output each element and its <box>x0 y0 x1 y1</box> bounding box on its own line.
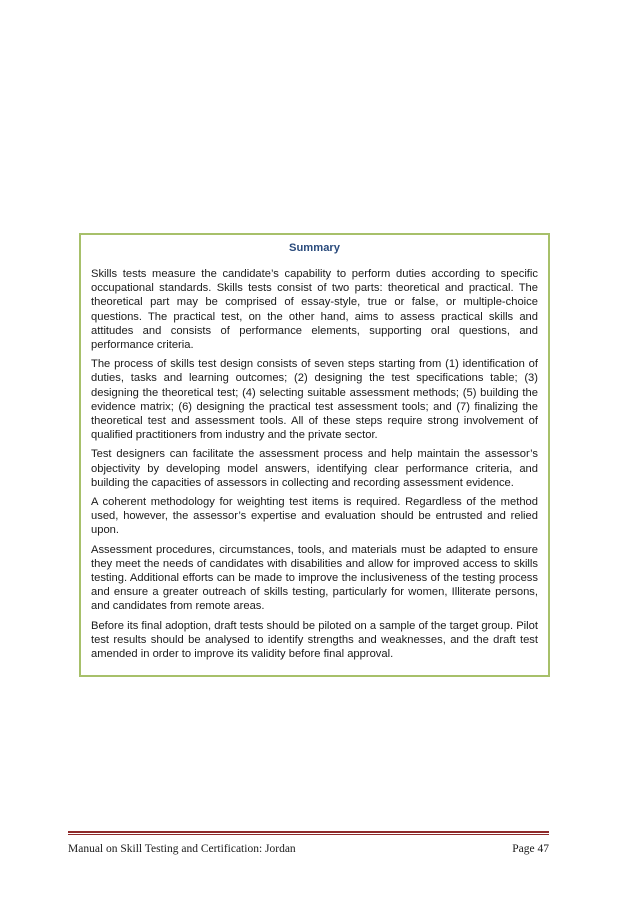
summary-paragraph: Test designers can facilitate the assessment process and help maintain the assessor’s objectivity by developing model answers, identifying clear performance criteria, and building the capacities of assessors in collecting and recording assessment evidence. <box>91 448 538 489</box>
summary-paragraph: Skills tests measure the candidate’s capability to perform duties according to specific occupational standards. Skills tests consist of two parts: theoretical and practical. The theoretical part may be comprised of essay-style, true or false, or multiple-choice questions. The practical test, on the other hand, aims to assess practical skills and attitudes and consists of performance elements, supporting oral questions, and performance criteria. <box>91 268 538 352</box>
summary-paragraph: The process of skills test design consists of seven steps starting from (1) identification of duties, tasks and learning outcomes; (2) designing the test specifications table; (3) designing the theoretical test; (4) selecting suitable assessment methods; (5) building the evidence matrix; (6) designing the practical test assessment tools; and (7) finalizing the theoretical test and assessment tools. All of these steps require strong involvement of qualified practitioners from industry and the private sector. <box>91 358 538 442</box>
page-footer <box>68 831 549 855</box>
summary-body <box>91 267 538 661</box>
footer-rule <box>68 831 549 835</box>
footer-page-number: Page 47 <box>512 843 549 855</box>
summary-paragraph: A coherent methodology for weighting test items is required. Regardless of the method used, however, the assessor’s expertise and evaluation should be entrusted and relied upon. <box>91 496 538 537</box>
footer-document-title: Manual on Skill Testing and Certification: Jordan <box>68 843 296 855</box>
summary-paragraph: Before its final adoption, draft tests should be piloted on a sample of the target group. Pilot test results should be analysed to identify strengths and weaknesses, and the draft test amended in order to improve its validity before final approval. <box>91 619 538 661</box>
footer-row <box>68 843 549 855</box>
summary-box <box>79 233 550 677</box>
summary-title: Summary <box>289 242 340 254</box>
summary-paragraph: Assessment procedures, circumstances, tools, and materials must be adapted to ensure they meet the needs of candidates with disabilities and allow for improved access to skills testing. Additional efforts can be made to improve the inclusiveness of the testing process and ensure a greater outreach of skills testing, particularly for women, Illiterate persons, and candidates from remote areas. <box>91 543 538 613</box>
